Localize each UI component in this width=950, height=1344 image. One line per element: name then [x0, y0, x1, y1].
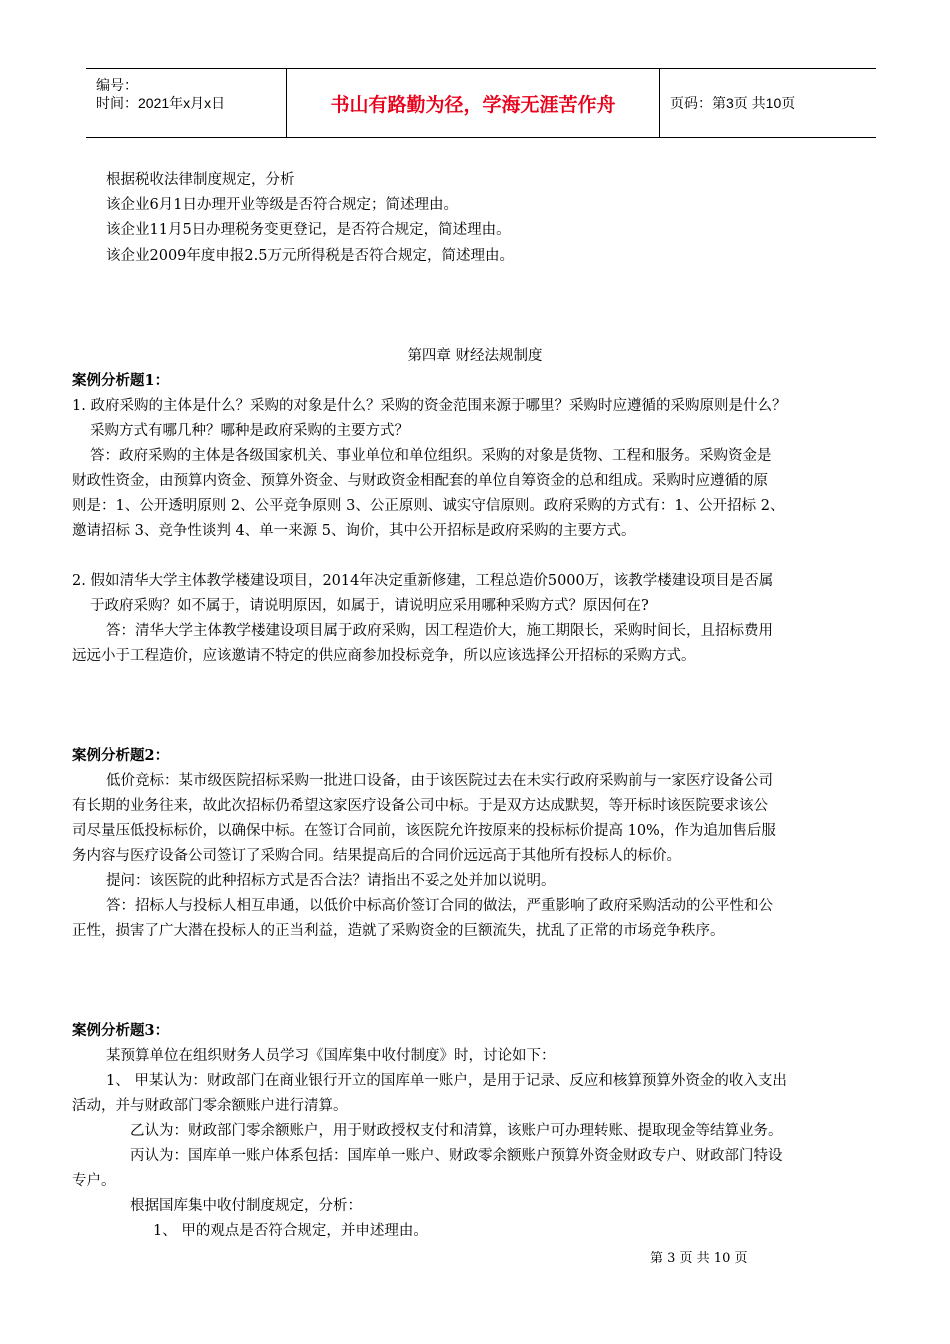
text-line: 该企业6月1日办理开业等级是否符合规定；简述理由。: [106, 197, 458, 213]
header-motto: 书山有路勤为径，学海无涯苦作舟: [287, 69, 660, 137]
text-line: 丙认为：国库单一账户体系包括：国库单一账户、财政零余额账户预算外资金财政专户、财政部门特设: [130, 1148, 783, 1164]
text-line: 乙认为：财政部门零余额账户，用于财政授权支付和清算，该账户可办理转账、提取现金等结算业务。: [130, 1123, 783, 1139]
text-line: 专户。: [72, 1173, 116, 1189]
page-footer: 第 3 页 共 10 页: [650, 1251, 748, 1266]
section-heading: 案例分析题1：: [72, 372, 170, 389]
text-line: 于政府采购？如不属于，请说明原因，如属于，请说明应采用哪种采购方式？原因何在?: [90, 598, 649, 614]
section-heading: 案例分析题2：: [72, 747, 170, 764]
section-heading: 案例分析题3：: [72, 1022, 170, 1039]
text-line: 低价竞标：某市级医院招标采购一批进口设备，由于该医院过去在未实行政府采购前与一家医疗设备公司: [106, 773, 773, 789]
text-line: 有长期的业务往来，故此次招标仍希望这家医疗设备公司中标。于是双方达成默契，等开标时该医院要求该公: [72, 798, 768, 814]
text-line: 正性，损害了广大潜在投标人的正当利益，造就了采购资金的巨额流失，扰乱了正常的市场竞争秩序。: [72, 923, 725, 939]
text-line: 务内容与医疗设备公司签订了采购合同。结果提高后的合同价远远高于其他所有投标人的标价。: [72, 848, 681, 864]
header-info-cell: [86, 69, 287, 137]
text-line: 根据国库集中收付制度规定，分析：: [130, 1198, 362, 1214]
text-line: 采购方式有哪几种？哪种是政府采购的主要方式？: [90, 423, 409, 439]
text-line: 活动，并与财政部门零余额账户进行清算。: [72, 1098, 348, 1114]
text-line: 邀请招标 3、竞争性谈判 4、单一来源 5、询价，其中公开招标是政府采购的主要方式。: [72, 523, 636, 539]
text-line: 1. 政府采购的主体是什么？采购的对象是什么？采购的资金范围来源于哪里？采购时应遵循的采购原则是什么？: [72, 398, 787, 414]
text-line: 某预算单位在组织财务人员学习《国库集中收付制度》时，讨论如下：: [106, 1048, 556, 1064]
text-line: 答：招标人与投标人相互串通，以低价中标高价签订合同的做法，严重影响了政府采购活动的公平性和公: [106, 898, 773, 914]
document-number: 编号：: [96, 77, 138, 93]
text-line: 该企业11月5日办理税务变更登记，是否符合规定，简述理由。: [106, 222, 511, 238]
text-line: 1、 甲某认为：财政部门在商业银行开立的国库单一账户，是用于记录、反应和核算预算外资金的收入支出: [106, 1073, 787, 1089]
page-header: [86, 68, 876, 138]
text-line: 提问：该医院的此种招标方式是否合法？请指出不妥之处并加以说明。: [106, 873, 556, 889]
text-line: 1、 甲的观点是否符合规定，并申述理由。: [153, 1223, 428, 1239]
text-line: 财政性资金，由预算内资金、预算外资金、与财政资金相配套的单位自筹资金的总和组成。采购时应遵循的原: [72, 473, 768, 489]
text-line: 该企业2009年度申报2.5万元所得税是否符合规定，简述理由。: [106, 248, 514, 264]
text-line: 2. 假如清华大学主体教学楼建设项目，2014年决定重新修建，工程总造价5000万，该教学楼建设项目是否属: [72, 573, 774, 589]
text-line: 远远小于工程造价，应该邀请不特定的供应商参加投标竞争，所以应该选择公开招标的采购方式。: [72, 648, 696, 664]
header-page-number: 页码：第3页 共10页: [670, 95, 796, 111]
chapter-heading: 第四章 财经法规制度: [407, 348, 543, 364]
text-line: 答：政府采购的主体是各级国家机关、事业单位和单位组织。采购的对象是货物、工程和服务。采购资金是: [90, 448, 772, 464]
text-line: 则是：1、公开透明原则 2、公平竞争原则 3、公正原则、诚实守信原则。政府采购的方式有：1、公开招标 2、: [72, 498, 785, 514]
document-time: 时间：2021年x月x日: [96, 95, 226, 111]
text-line: 根据税收法律制度规定，分析: [106, 172, 295, 188]
text-line: 答：清华大学主体教学楼建设项目属于政府采购，因工程造价大，施工期限长，采购时间长，且招标费用: [106, 623, 773, 639]
text-line: 司尽量压低投标标价，以确保中标。在签订合同前，该医院允许按原来的投标标价提高 10%，作为追加售后服: [72, 823, 776, 839]
